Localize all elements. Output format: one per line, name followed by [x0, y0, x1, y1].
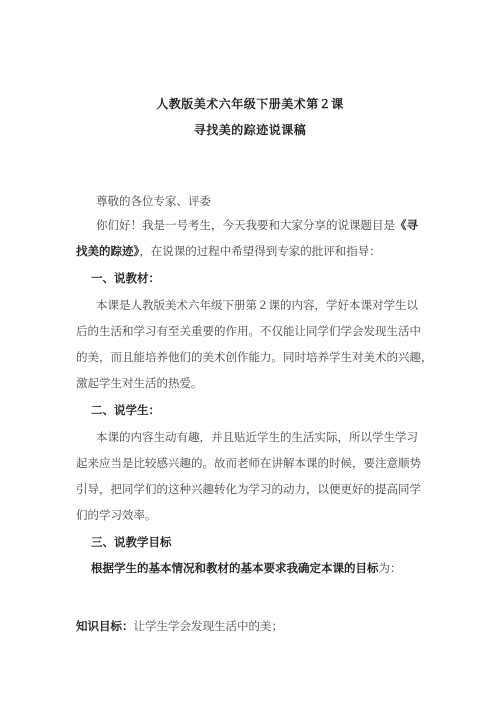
materials-line-3: 的美，而且能培养他们的美术创作能力。同时培养学生对美术的兴趣， — [76, 350, 433, 364]
book-title-start: 《寻 — [395, 218, 418, 232]
knowledge-objective-label: 知识目标： — [76, 619, 134, 633]
section-heading-objectives: 三、说教学目标 — [91, 535, 172, 549]
objectives-lead — [91, 560, 443, 576]
knowledge-objective-text: 让学生学会发现生活中的美； — [133, 619, 283, 633]
intro-text-2: ，在说课的过程中希望得到专家的批评和指导： — [139, 244, 381, 258]
knowledge-objective — [76, 618, 428, 634]
section-heading-materials: 一、说教材： — [91, 271, 160, 285]
intro-text-1: 你们好！我是一号考生，今天我要和大家分享的说课题目是 — [96, 218, 395, 232]
objectives-lead-tail: 为： — [378, 561, 402, 575]
materials-line-4: 激起学生对生活的热爱。 — [76, 376, 203, 390]
greeting: 尊敬的各位专家、评委 — [96, 194, 211, 208]
students-line-2: 起来应当是比较感兴趣的。故而老师在讲解本课的时候，要注意顺势 — [76, 456, 421, 470]
document-title: 人教版美术六年级下册美术第２课 — [156, 97, 344, 111]
intro-line-1 — [96, 217, 448, 233]
intro-line-2 — [76, 243, 428, 259]
objectives-lead-bold: 根据学生的基本情况和教材的基本要求我确定本课的目标 — [91, 561, 379, 575]
materials-line-2: 后的生活和学习有至关重要的作用。不仅能让同学们学会发现生活中 — [76, 324, 421, 338]
document-subtitle: 寻找美的踪迹说课稿 — [193, 123, 307, 137]
materials-line-1: 本课是人教版美术六年级下册第２课的内容，学好本课对学生以 — [96, 298, 418, 312]
students-line-3: 引导，把同学们的这种兴趣转化为学习的动力，以便更好的提高同学 — [76, 482, 421, 496]
students-line-4: 们的学习效率。 — [76, 508, 157, 522]
students-line-1: 本课的内容生动有趣，并且贴近学生的生活实际，所以学生学习 — [96, 430, 418, 444]
book-title-end: 找美的踪迹》 — [76, 244, 140, 258]
section-heading-students: 二、说学生： — [91, 403, 160, 417]
